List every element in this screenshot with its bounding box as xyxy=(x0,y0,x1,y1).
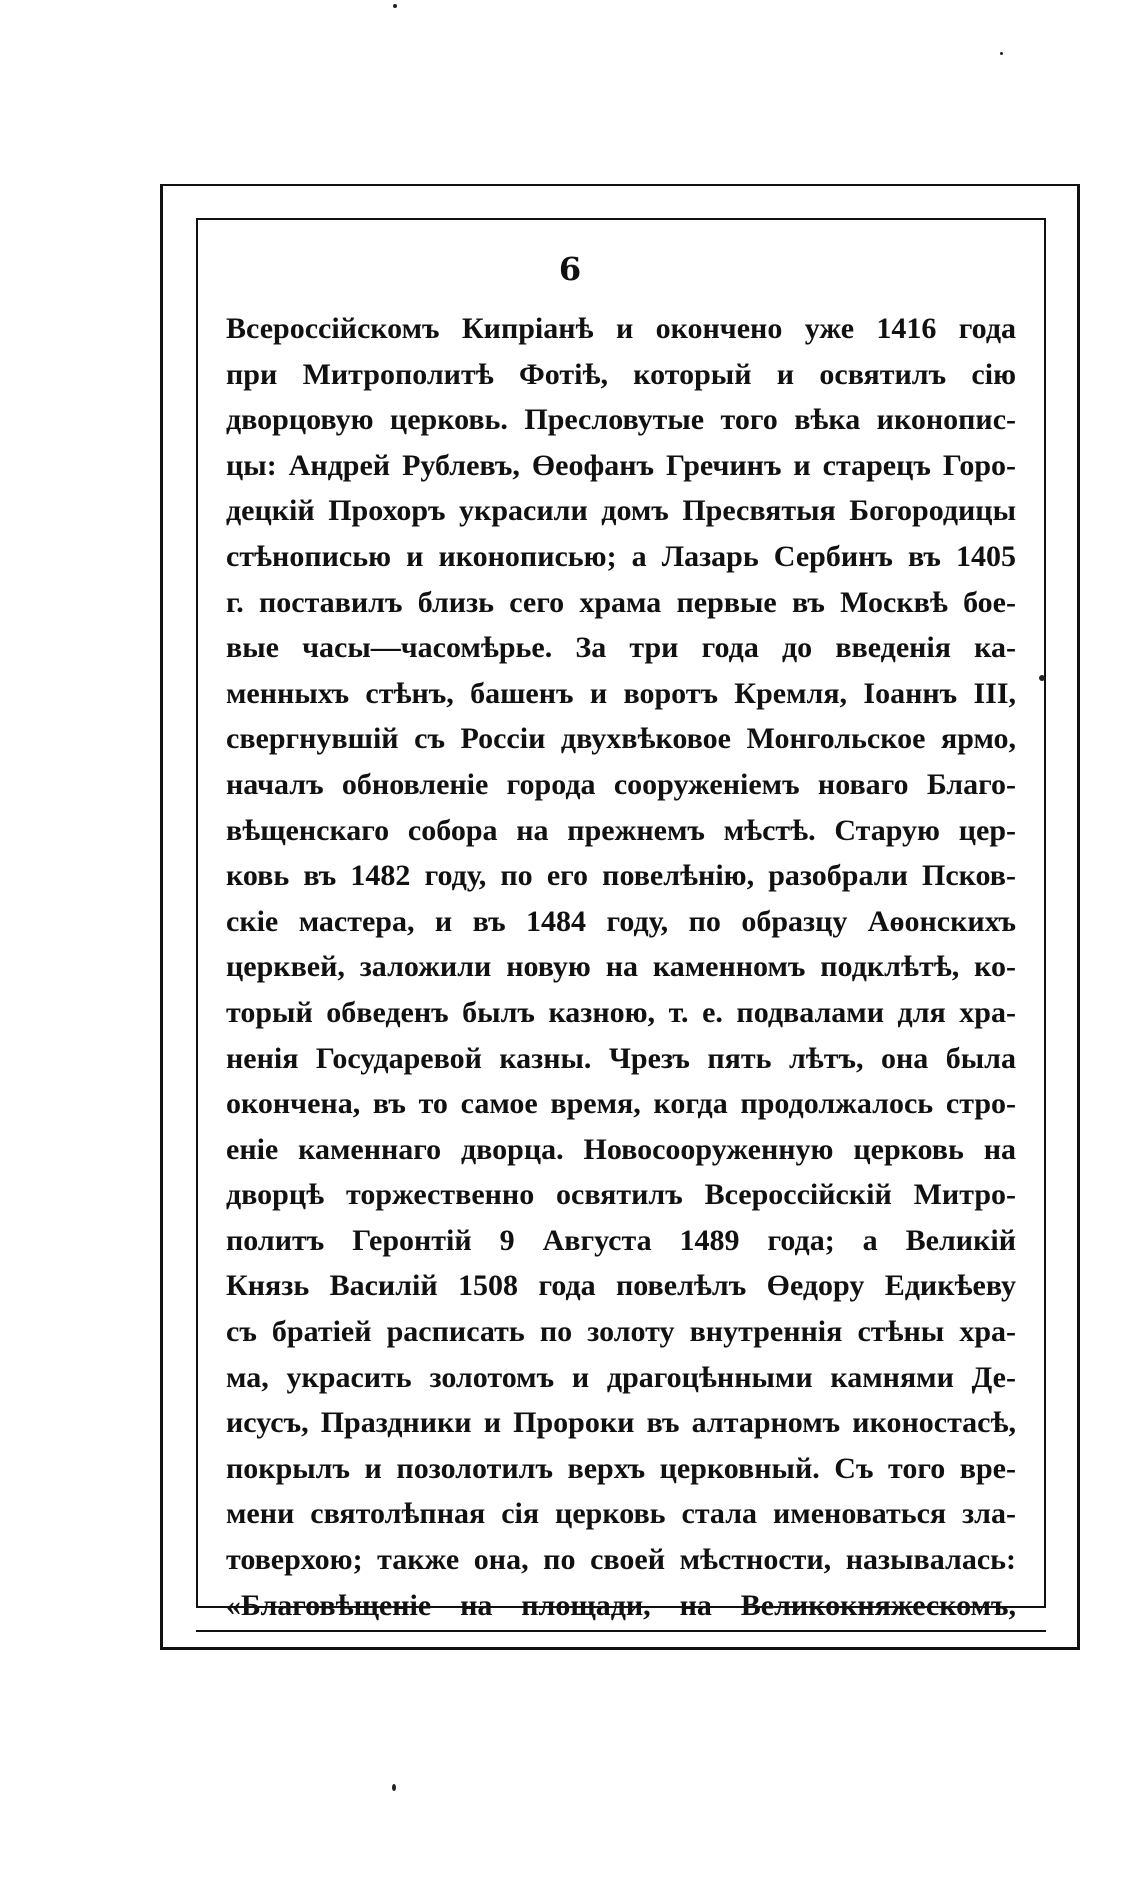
text-line: менныхъ стѣнъ, башенъ и воротъ Кремля, Іоаннъ III, xyxy=(226,676,1016,710)
text-line: «Благовѣщеніе на площади, на Великокняжескомъ, xyxy=(226,1588,1016,1622)
text-line: еніе каменнаго дворца. Новосооруженную церковь на xyxy=(226,1132,1016,1166)
text-line: децкій Прохоръ украсили домъ Пресвятыя Богородицы xyxy=(226,494,1016,528)
print-speck xyxy=(1039,675,1045,681)
print-speck xyxy=(392,1784,396,1791)
text-line: началъ обновленіе города сооруженіемъ новаго Благо- xyxy=(226,767,1016,801)
body-text xyxy=(226,306,1016,1628)
text-line: вые часы—часомѣрье. За три года до введенія ка- xyxy=(226,631,1016,665)
text-line: ковь въ 1482 году, по его повелѣнію, разобрали Псков- xyxy=(226,859,1016,893)
print-speck xyxy=(1000,52,1003,55)
text-line: исусъ, Праздники и Пророки въ алтарномъ иконостасѣ, xyxy=(226,1406,1016,1440)
text-line: Всероссійскомъ Кипріанѣ и окончено уже 1416 года xyxy=(226,312,1016,345)
text-line: при Митрополитѣ Фотіѣ, который и освятилъ сію xyxy=(226,357,1016,391)
text-line: мени святолѣпная сія церковь стала именоваться зла- xyxy=(226,1497,1016,1531)
page-number: 6 xyxy=(558,250,582,288)
text-line: стѣнописью и иконописью; а Лазарь Сербинъ въ 1405 xyxy=(226,539,1016,573)
text-line: политъ Геронтій 9 Августа 1489 года; а Великій xyxy=(226,1223,1016,1257)
text-line: окончена, въ то самое время, когда продолжалось стро- xyxy=(226,1087,1016,1121)
text-line: цы: Андрей Рублевъ, Өеофанъ Гречинъ и старецъ Горо- xyxy=(226,448,1016,482)
text-line: дворцѣ торжественно освятилъ Всероссійскій Митро- xyxy=(226,1178,1016,1212)
text-line: торый обведенъ былъ казною, т. е. подвалами для хра- xyxy=(226,995,1016,1029)
print-speck xyxy=(393,4,397,8)
text-line: ма, украсить золотомъ и драгоцѣнными камнями Де- xyxy=(226,1360,1016,1394)
text-line: скіе мастера, и въ 1484 году, по образцу Аөонскихъ xyxy=(226,904,1016,938)
text-line: вѣщенскаго собора на прежнемъ мѣстѣ. Старую цер- xyxy=(226,813,1016,847)
text-line: дворцовую церковь. Пресловутые того вѣка иконопис- xyxy=(226,403,1016,437)
text-line: г. поставилъ близь сего храма первые въ Москвѣ бое- xyxy=(226,585,1016,619)
text-line: товерхою; также она, по своей мѣстности, называлась: xyxy=(226,1543,1016,1577)
text-line: свергнувшій съ Россіи двухвѣковое Монгольское ярмо, xyxy=(226,722,1016,756)
text-line: Князь Василій 1508 года повелѣлъ Өедору Едикѣеву xyxy=(226,1269,1016,1303)
bottom-rule xyxy=(196,1630,1046,1632)
text-line: покрылъ и позолотилъ верхъ церковный. Съ того вре- xyxy=(226,1451,1016,1485)
text-line: ненія Государевой казны. Чрезъ пять лѣтъ, она была xyxy=(226,1041,1016,1075)
text-line: съ братіей расписать по золоту внутреннія стѣны хра- xyxy=(226,1315,1016,1349)
text-line: церквей, заложили новую на каменномъ подклѣтѣ, ко- xyxy=(226,950,1016,984)
